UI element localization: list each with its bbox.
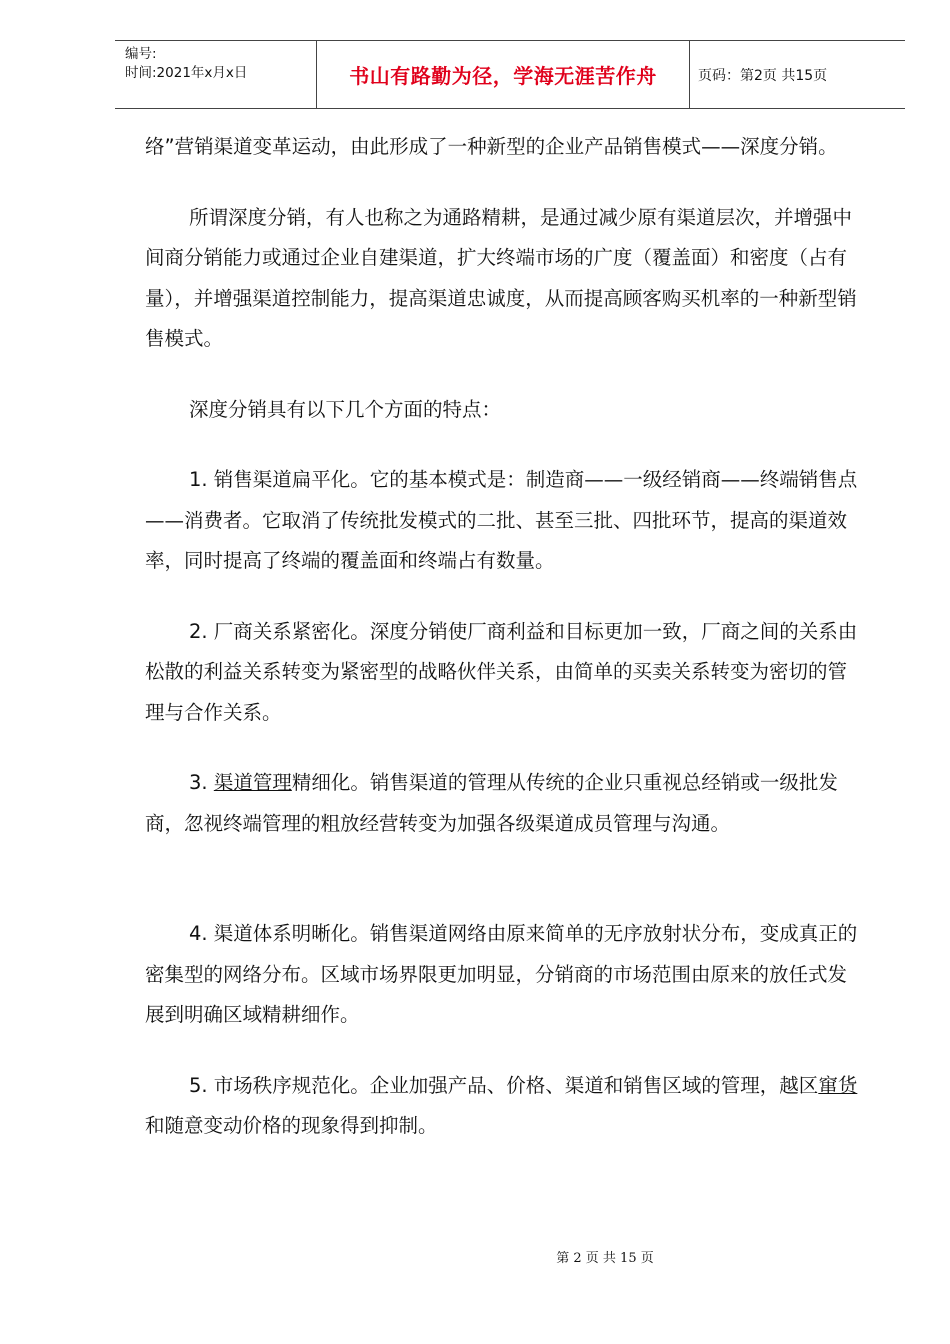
time-label: 时间:2021年x月x日 <box>125 65 248 81</box>
feature-3-prefix: 3. <box>189 771 214 794</box>
paragraph-continuation: 络”营销渠道变革运动，由此形成了一种新型的企业产品销售模式——深度分销。 <box>145 135 838 158</box>
paragraph-features-intro: 深度分销具有以下几个方面的特点： <box>189 397 502 421</box>
number-label: 编号: <box>125 46 157 62</box>
document-body <box>145 127 865 1177</box>
header-meta <box>115 41 317 108</box>
page-header <box>115 40 905 109</box>
paragraph-feature-1: 1. 销售渠道扁平化。它的基本模式是：制造商——一级经销商——终端销售点——消费者。它取消了传统批发模式的二批、甚至三批、四批环节，提高的渠道效率，同时提高了终端的覆盖面和终端占有数量。 <box>145 468 858 572</box>
paragraph-feature-3 <box>145 763 865 844</box>
paragraph-feature-4: 4. 渠道体系明晰化。销售渠道网络由原来简单的无序放射状分布，变成真正的密集型的网络分布。区域市场界限更加明显，分销商的市场范围由原来的放任式发展到明确区域精耕细作。 <box>145 922 858 1026</box>
header-motto: 书山有路勤为径，学海无涯苦作舟 <box>317 41 690 108</box>
cross-region-goods-link[interactable]: 窜货 <box>818 1073 858 1097</box>
header-page-info: 页码：第2页 共15页 <box>698 67 828 84</box>
feature-5-prefix: 5. 市场秩序规范化。企业加强产品、价格、渠道和销售区域的管理，越区 <box>189 1073 819 1097</box>
paragraph-definition: 所谓深度分销，有人也称之为通路精耕，是通过减少原有渠道层次，并增强中间商分销能力或通过企业自建渠道，扩大终端市场的广度（覆盖面）和密度（占有量），并增强渠道控制能力，提高渠道忠诚度，从而提高顾客购买机率的一种新型销售模式。 <box>145 205 857 350</box>
paragraph-feature-5 <box>145 1066 865 1147</box>
feature-3-text: 精细化。销售渠道的管理从传统的企业只重视总经销或一级批发商，忽视终端管理的粗放经营转变为加强各级渠道成员管理与沟通。 <box>145 771 838 835</box>
paragraph-feature-2: 2. 厂商关系紧密化。深度分销使厂商利益和目标更加一致，厂商之间的关系由松散的利益关系转变为紧密型的战略伙伴关系，由简单的买卖关系转变为密切的管理与合作关系。 <box>145 619 858 724</box>
page-footer: 第 2 页 共 15 页 <box>556 1251 654 1266</box>
feature-5-text: 和随意变动价格的现象得到抑制。 <box>145 1114 438 1137</box>
channel-management-link[interactable]: 渠道管理 <box>213 771 292 794</box>
